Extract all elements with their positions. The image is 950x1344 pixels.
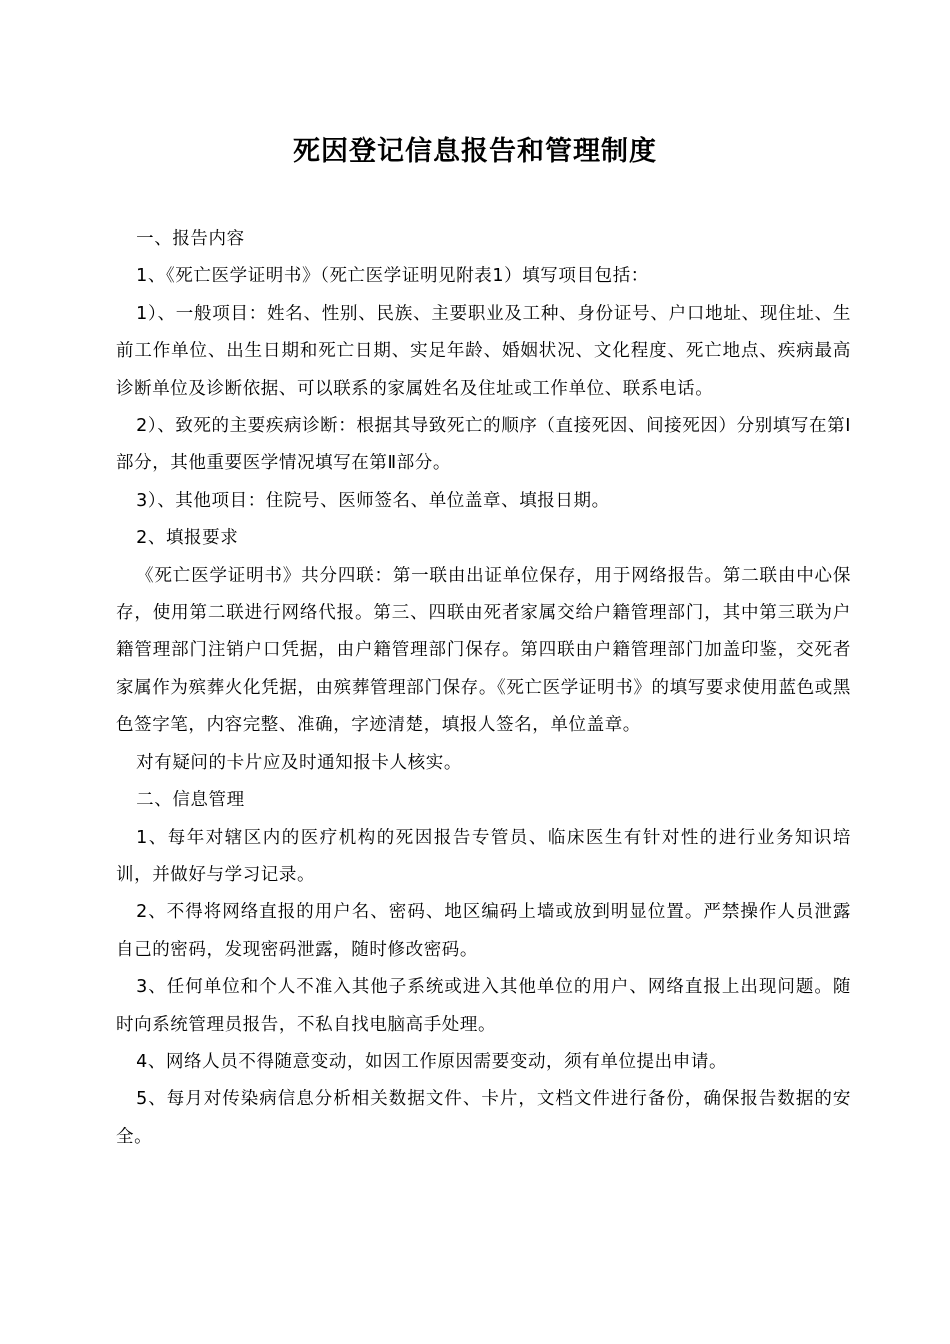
paragraph-verify-cards: 对有疑问的卡片应及时通知报卡人核实。: [136, 752, 462, 773]
document-body: [116, 221, 851, 1156]
paragraph-general-items: 1）、一般项目：姓名、性别、民族、主要职业及工种、身份证号、户口地址、现住址、生前工作单位、出生日期和死亡日期、实足年龄、婚姻状况、文化程度、死亡地点、疾病最高诊断单位及诊断依据、可以联系的家属姓名及住址或工作单位、联系电话。: [116, 303, 851, 399]
paragraph-main-diagnosis: 2）、致死的主要疾病诊断：根据其导致死亡的顺序（直接死因、间接死因）分别填写在第Ⅰ部分，其他重要医学情况填写在第Ⅱ部分。: [116, 416, 851, 474]
paragraph-four-copies: 《死亡医学证明书》共分四联：第一联由出证单位保存，用于网络报告。第二联由中心保存，使用第二联进行网络代报。第三、四联由死者家属交给户籍管理部门，其中第三联为户籍管理部门注销户口凭据，由户籍管理部门保存。第四联由户籍管理部门加盖印鉴，交死者家属作为殡葬火化凭据，由殡葬管理部门保存。《死亡医学证明书》的填写要求使用蓝色或黑色签字笔，内容完整、准确，字迹清楚，填报人签名，单位盖章。: [116, 565, 851, 736]
subheading-filling-requirements: 2、填报要求: [136, 528, 239, 549]
paragraph-training: 1、每年对辖区内的医疗机构的死因报告专管员、临床医生有针对性的进行业务知识培训，并做好与学习记录。: [116, 827, 851, 885]
document-title: 死因登记信息报告和管理制度: [293, 136, 657, 167]
section-heading-report-content: 一、报告内容: [136, 229, 245, 249]
paragraph-other-items: 3）、其他项目：住院号、医师签名、单位盖章、填报日期。: [136, 490, 610, 511]
paragraph-backup: 5、每月对传染病信息分析相关数据文件、卡片，文档文件进行备份，确保报告数据的安全。: [116, 1089, 851, 1147]
paragraph-staff-changes: 4、网络人员不得随意变动，如因工作原因需要变动，须有单位提出申请。: [136, 1051, 728, 1072]
paragraph-system-access: 3、任何单位和个人不准入其他子系统或进入其他单位的用户、网络直报上出现问题。随时向系统管理员报告，不私自找电脑高手处理。: [116, 977, 851, 1035]
section-heading-info-management: 二、信息管理: [136, 790, 245, 811]
paragraph-password-security: 2、不得将网络直报的用户名、密码、地区编码上墙或放到明显位置。严禁操作人员泄露自己的密码，发现密码泄露，随时修改密码。: [116, 902, 851, 960]
paragraph-certificate-items: 1、《死亡医学证明书》（死亡医学证明见附表1）填写项目包括：: [136, 266, 649, 287]
